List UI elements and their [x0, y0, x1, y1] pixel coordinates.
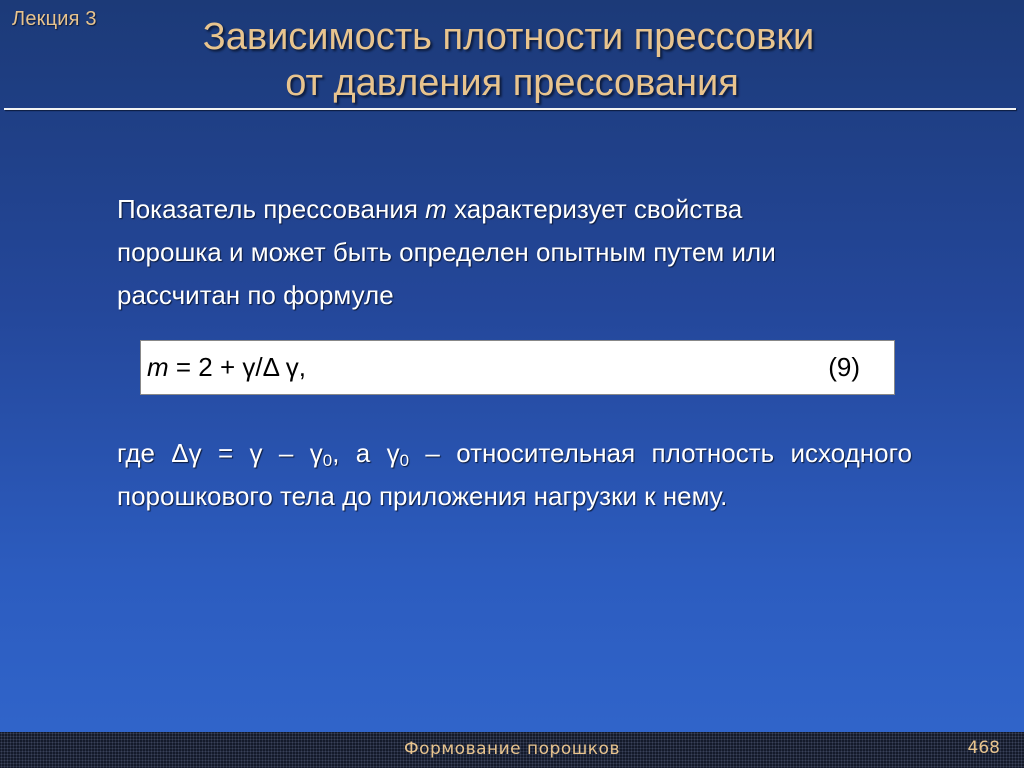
para2-part-2: , а γ	[332, 438, 400, 468]
title-divider	[4, 108, 1016, 110]
para1-text-after: характеризует свойства порошка и может быть определен опытным путем или рассчитан по формуле	[117, 194, 776, 310]
para2-part-3: – относительная плотность исходного порошкового тела до приложения нагрузки к нему.	[117, 438, 912, 511]
formula-box	[140, 340, 895, 395]
para1-variable: m	[425, 194, 447, 224]
page-number: 468	[967, 738, 1000, 758]
title-line-2: от давления прессования	[285, 62, 739, 104]
slide-title	[0, 14, 1024, 106]
para2-part-1: где Δγ = γ – γ	[117, 438, 323, 468]
lecture-label: Лекция 3	[12, 8, 97, 30]
para2-subscript-1: 0	[322, 451, 333, 470]
formula	[147, 352, 306, 383]
paragraph-definition	[117, 432, 912, 518]
para1-text-before: Показатель прессования	[117, 194, 426, 224]
paragraph-intro	[117, 188, 837, 317]
footer-title: Формование порошков	[404, 739, 620, 759]
formula-variable: m	[147, 352, 169, 382]
footer-bar	[0, 732, 1024, 768]
para2-subscript-2: 0	[399, 451, 410, 470]
formula-expression: = 2 + γ/Δ γ,	[168, 352, 306, 382]
title-line-1: Зависимость плотности прессовки	[202, 16, 815, 58]
formula-number: (9)	[828, 352, 860, 382]
